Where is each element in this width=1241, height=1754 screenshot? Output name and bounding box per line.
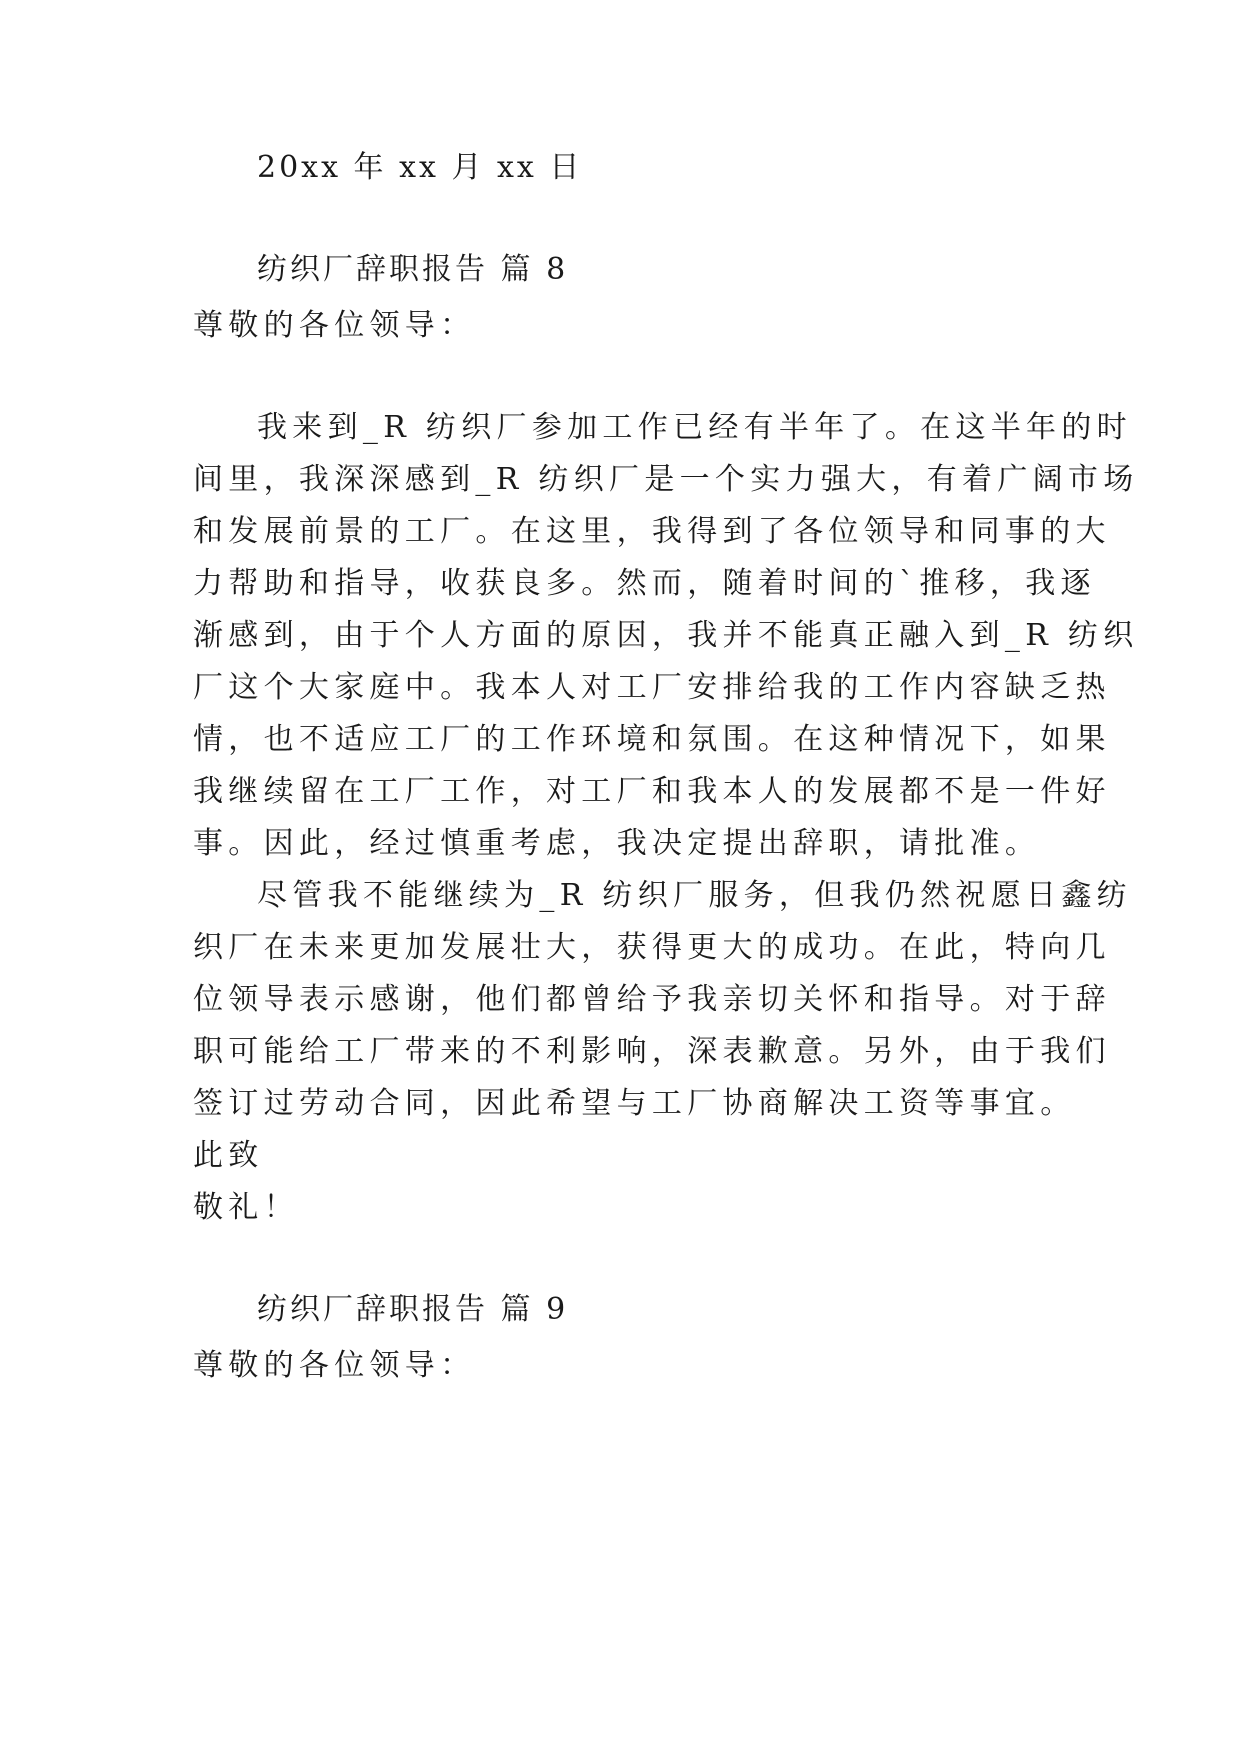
- section-heading-8: 纺织厂辞职报告 篇 8: [257, 252, 569, 287]
- paragraph-line: 职可能给工厂带来的不利影响，深表歉意。另外，由于我们: [193, 1034, 1111, 1069]
- section-heading-9: 纺织厂辞职报告 篇 9: [257, 1292, 569, 1327]
- paragraph-line: 事。因此，经过慎重考虑，我决定提出辞职，请批准。: [193, 826, 1041, 861]
- salutation: 尊敬的各位领导：: [193, 1348, 476, 1383]
- paragraph-line: 签订过劳动合同，因此希望与工厂协商解决工资等事宜。: [193, 1086, 1076, 1121]
- paragraph-line: 我来到_R 纺织厂参加工作已经有半年了。在这半年的时: [257, 410, 1132, 445]
- paragraph-line: 我继续留在工厂工作，对工厂和我本人的发展都不是一件好: [193, 774, 1111, 809]
- paragraph-line: 和发展前景的工厂。在这里，我得到了各位领导和同事的大: [193, 514, 1111, 549]
- closing-line-1: 此致: [193, 1138, 264, 1173]
- paragraph-line: 情，也不适应工厂的工作环境和氛围。在这种情况下，如果: [193, 722, 1111, 757]
- salutation: 尊敬的各位领导：: [193, 308, 476, 343]
- paragraph-line: 力帮助和指导，收获良多。然而，随着时间的`推移，我逐: [193, 566, 1096, 601]
- paragraph-line: 渐感到，由于个人方面的原因，我并不能真正融入到_R 纺织: [193, 618, 1139, 653]
- paragraph-line: 位领导表示感谢，他们都曾给予我亲切关怀和指导。对于辞: [193, 982, 1111, 1017]
- paragraph-line: 间里，我深深感到_R 纺织厂是一个实力强大，有着广阔市场: [193, 462, 1139, 497]
- paragraph-line: 尽管我不能继续为_R 纺织厂服务，但我仍然祝愿日鑫纺: [257, 878, 1132, 913]
- paragraph-line: 厂这个大家庭中。我本人对工厂安排给我的工作内容缺乏热: [193, 670, 1111, 705]
- date-line: 20xx 年 xx 月 xx 日: [257, 150, 583, 185]
- paragraph-line: 织厂在未来更加发展壮大，获得更大的成功。在此，特向几: [193, 930, 1111, 965]
- closing-line-2: 敬礼！: [193, 1190, 299, 1225]
